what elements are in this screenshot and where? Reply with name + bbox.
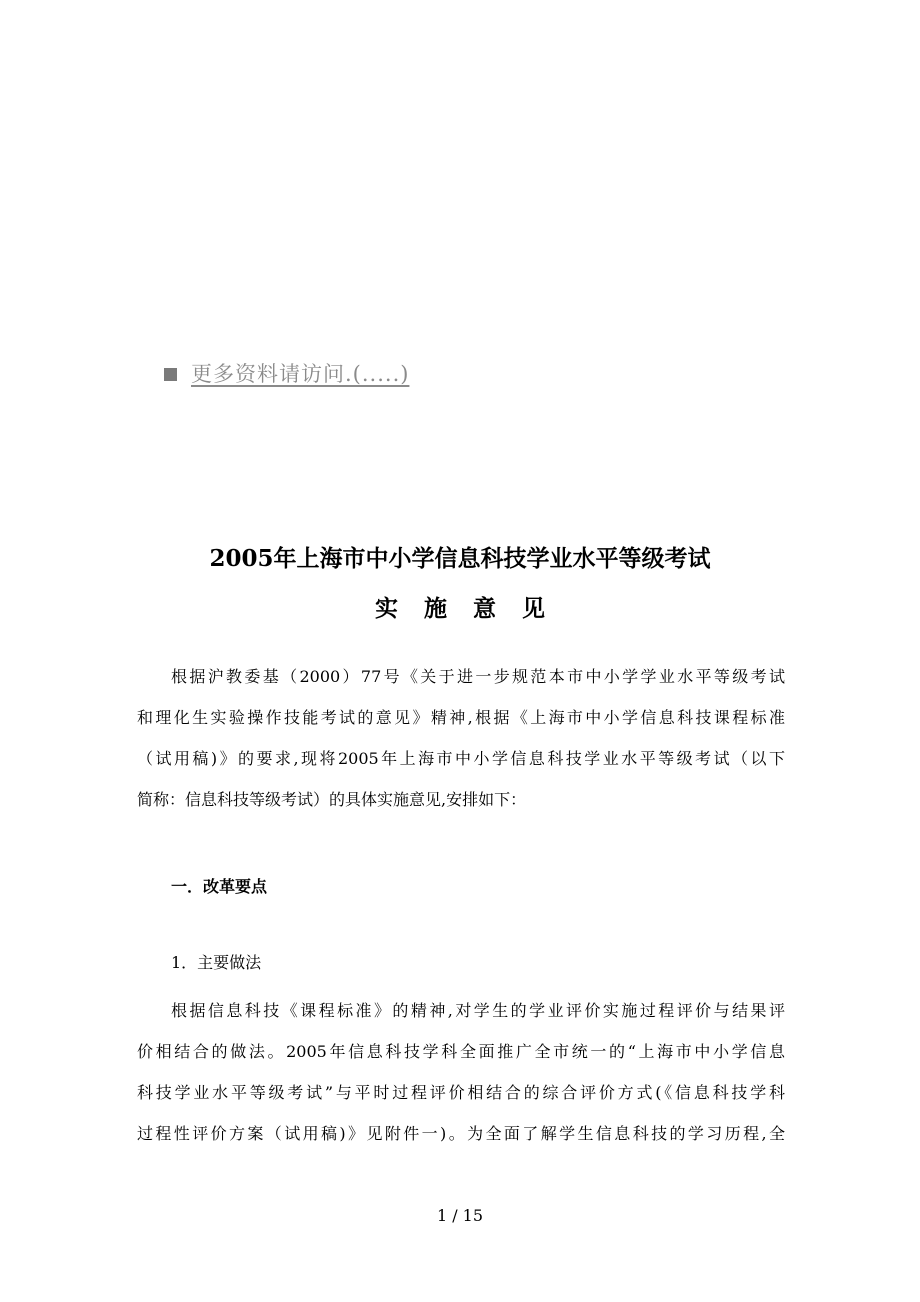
promo-link-row[interactable] <box>164 358 409 388</box>
text-line: 简称：信息科技等级考试）的具体实施意见,安排如下： <box>137 790 527 809</box>
page-number: 1 / 15 <box>436 1206 484 1225</box>
text-line: 根据信息科技《课程标准》的精神,对学生的学业评价实施过程评价与结果评 <box>171 1001 785 1020</box>
text-line: 和理化生实验操作技能考试的意见》精神,根据《上海市中小学信息科技课程标准 <box>137 708 785 727</box>
subsection-heading: 1．主要做法 <box>171 953 262 972</box>
text-line: 科技学业水平等级考试”与平时过程评价相结合的综合评价方式(《信息科技学科 <box>137 1083 785 1102</box>
text-line: （试用稿)》的要求,现将2005年上海市中小学信息科技学业水平等级考试（以下 <box>137 749 785 768</box>
text-line: 过程性评价方案（试用稿)》见附件一)。为全面了解学生信息科技的学习历程,全 <box>137 1124 785 1143</box>
section-heading: 一．改革要点 <box>171 877 268 896</box>
promo-link[interactable]: 更多资料请访问.(.....) <box>191 362 410 386</box>
text-line: 根据沪教委基（2000）77号《关于进一步规范本市中小学学业水平等级考试 <box>171 667 785 686</box>
document-subtitle: 实施意见 <box>375 595 571 622</box>
square-bullet-icon <box>164 368 177 381</box>
text-line: 价相结合的做法。2005年信息科技学科全面推广全市统一的“上海市中小学信息 <box>137 1042 785 1061</box>
intro-paragraph <box>137 656 785 820</box>
document-title: 2005年上海市中小学信息科技学业水平等级考试 <box>209 545 711 572</box>
body-paragraph <box>137 990 785 1154</box>
